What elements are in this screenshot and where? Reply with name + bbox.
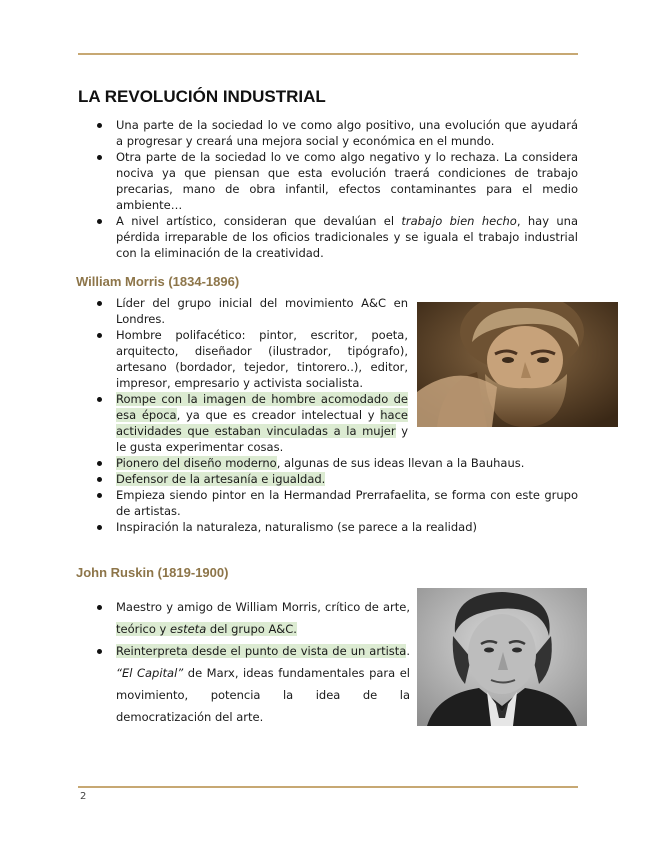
list-item: Una parte de la sociedad lo ve como algo positivo, una evolución que ayudará a progresar y creará una mejora social y económica en el mundo. <box>78 117 578 149</box>
ruskin-list <box>78 596 410 728</box>
section-heading-ruskin: John Ruskin (1819-1900) <box>76 565 229 580</box>
text: , ya que es creador intelectual y <box>176 408 381 422</box>
list-item: Hombre polifacético: pintor, escritor, poeta, arquitecto, diseñador (ilustrador, tipógrafo), artesano (bordador, tejedor, tintorero..), editor, impresor, empresario y activista socialista. <box>78 327 408 391</box>
list-item <box>78 471 578 487</box>
header-rule <box>78 53 578 55</box>
list-item <box>78 455 578 471</box>
intro-list <box>78 117 578 261</box>
emphasis-text: esteta <box>170 622 207 636</box>
text: de Marx, ideas fundamentales para el movimiento, potencia la idea de la democratización del arte. <box>116 666 410 724</box>
john-ruskin-portrait-image <box>417 588 587 726</box>
text: , algunas de sus ideas llevan a la Bauhaus. <box>276 456 525 470</box>
page-number: 2 <box>80 791 87 802</box>
highlighted-text: Defensor de la artesanía e igualdad. <box>116 472 326 486</box>
list-item <box>78 213 578 261</box>
text: . <box>406 644 410 658</box>
text: y le gusta experimentar cosas. <box>116 424 409 454</box>
list-item: Otra parte de la sociedad lo ve como algo negativo y lo rechaza. La considera nociva ya que piensan que esta evolución traerá condiciones de trabajo precarias, mano de obra infantil, efectos contaminantes para el medio ambiente… <box>78 149 578 213</box>
emphasis-text: trabajo bien hecho <box>401 214 517 228</box>
highlighted-text: hace actividades que estaban vinculadas a la mujer <box>116 408 408 438</box>
text: A nivel artístico, consideran que devalúan el <box>116 214 402 228</box>
list-item: Líder del grupo inicial del movimiento A&C en Londres. <box>78 295 408 327</box>
text: , hay una pérdida irreparable de los oficios tradicionales y se iguala el trabajo industrial con la eliminación de la creatividad. <box>116 214 578 260</box>
morris-list <box>78 295 578 535</box>
highlighted-text <box>116 622 297 636</box>
highlighted-text: Pionero del diseño moderno <box>116 456 277 470</box>
list-item <box>78 391 408 455</box>
highlighted-text: Reinterpreta desde el punto de vista de un artista <box>116 644 407 658</box>
highlighted-text: Rompe con la imagen de hombre acomodado de esa época <box>116 392 408 422</box>
page-title: LA REVOLUCIÓN INDUSTRIAL <box>78 87 326 106</box>
john-ruskin-portrait <box>417 588 587 726</box>
text: teórico y <box>116 622 171 636</box>
footer-rule <box>78 786 578 788</box>
section-heading-morris: William Morris (1834-1896) <box>76 274 240 289</box>
list-item <box>78 640 410 728</box>
list-item <box>78 596 410 640</box>
text: Maestro y amigo de William Morris, crítico de arte, <box>116 600 410 614</box>
list-item: Inspiración la naturaleza, naturalismo (se parece a la realidad) <box>78 519 578 535</box>
list-item: Empieza siendo pintor en la Hermandad Prerrafaelita, se forma con este grupo de artistas. <box>78 487 578 519</box>
emphasis-text: “El Capital” <box>116 666 184 680</box>
text: del grupo A&C. <box>206 622 297 636</box>
